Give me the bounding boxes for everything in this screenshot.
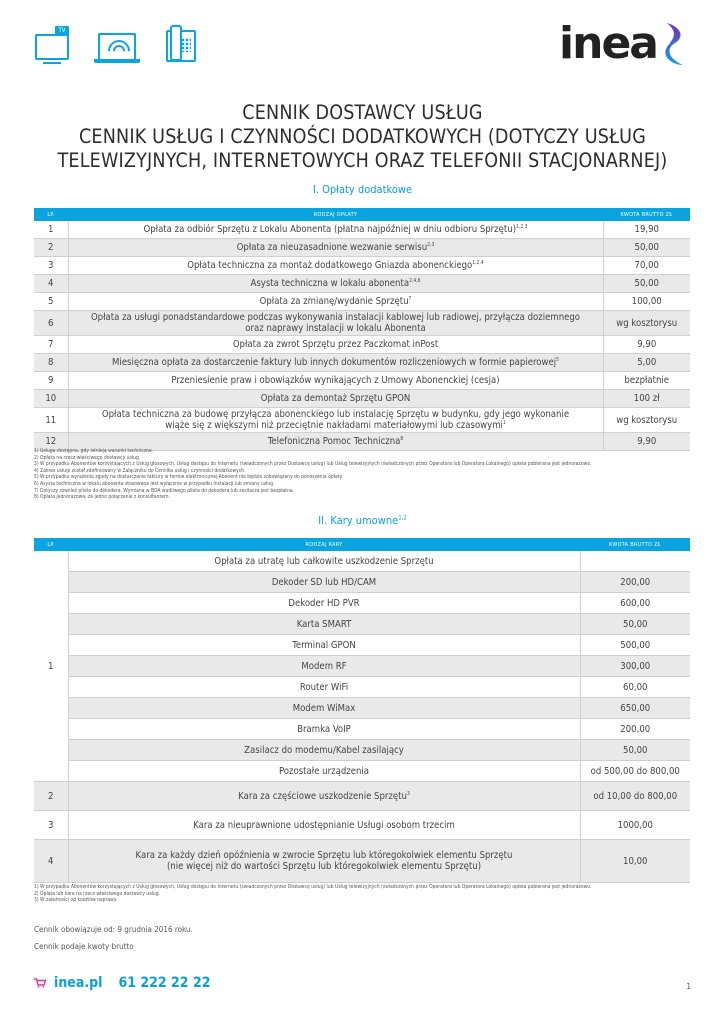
title-line-1: CENNIK DOSTAWCY USŁUG	[242, 101, 483, 124]
tv-badge: TV	[55, 26, 69, 35]
row-fee-name	[68, 372, 603, 390]
table-row	[34, 719, 690, 740]
row-lp: 2	[34, 782, 68, 811]
group-title: Opłata za utratę lub całkowite uszkodzenie Sprzętu	[68, 551, 580, 572]
row-price: od 10,00 do 800,00	[580, 782, 690, 811]
section1-title: I. Opłaty dodatkowe	[312, 183, 413, 196]
row-fee-text: Opłata za demontaż Sprzętu GPON	[260, 393, 411, 404]
row-fee-name	[68, 257, 603, 275]
row-fee-text-2: wiąże się z większymi niż przeciętnie nakładami materiałowymi lub czasowymi	[165, 420, 503, 431]
inea-logo	[559, 20, 689, 68]
group-header-row	[34, 551, 690, 572]
row-fee-text: Miesięczna opłata za dostarczenie faktury lub innych dokumentów rozliczeniowych w formie papierowej	[111, 357, 557, 368]
row-fee-text: Opłata za usługi ponadstandardowe podczas wykonywania instalacji kablowej lub radiowej, przyłącza doziemnego	[90, 312, 581, 323]
section2-footnotes	[34, 884, 591, 904]
row-fee-text: Opłata za zmianę/wydanie Sprzętu	[259, 296, 409, 307]
row-price: 100 zł	[603, 390, 690, 408]
table-row	[34, 372, 690, 390]
row-price: 19,90	[603, 221, 690, 239]
phone-number[interactable]: 61 222 22 22	[118, 975, 211, 991]
equipment-name: Modem RF	[68, 656, 580, 677]
table-row	[34, 593, 690, 614]
table-row	[34, 782, 690, 811]
equipment-name: Router WiFi	[68, 677, 580, 698]
row-fee-name	[68, 221, 603, 239]
title-line-2: CENNIK USŁUG I CZYNNOŚCI DODATKOWYCH (DOTYCZY USŁUG	[78, 125, 647, 148]
equipment-price: 200,00	[580, 572, 690, 593]
footnote-ref: 2,3	[427, 241, 435, 248]
row-fee-name	[68, 275, 603, 293]
row-fee-text: Przeniesienie praw i obowiązków wynikających z Umowy Abonenckiej (cesja)	[171, 375, 500, 386]
table-row	[34, 336, 690, 354]
header-price: KWOTA BRUTTO ZŁ	[580, 538, 690, 551]
footnote-ref: 1,2,4	[472, 259, 484, 266]
footnote-ref: 3	[406, 790, 410, 797]
footnote: 4) Zakres usługi został zdefiniowany w Załączniku do Cennika usług i czynności dodatkowych.	[34, 467, 246, 474]
row-lp: 2	[34, 239, 68, 257]
row-penalty-name	[68, 782, 580, 811]
row-lp: 8	[34, 354, 68, 372]
row-price: bezpłatnie	[603, 372, 690, 390]
footnote: 1) W przypadku Abonentów korzystających z Usług głosowych, Usług dostępu do Internetu (świadczonych przez Dostawcę usług) lub Usług telewizyjnych (świadczonych przez Operatora lub Operatora Lokalnego) opłata pobierana jest jednorazowo.	[34, 884, 592, 890]
title-line-3: TELEWIZYJNYCH, INTERNETOWYCH ORAZ TELEFONII STACJONARNEJ)	[57, 149, 668, 172]
row-fee-text: Opłata za nieuzasadnione wezwanie serwisu	[236, 242, 428, 253]
table-row	[34, 656, 690, 677]
row-fee-name	[68, 293, 603, 311]
footnote-ref: 1	[502, 419, 506, 426]
footnote-ref: 2,4,6	[409, 277, 421, 284]
row-fee-name	[68, 239, 603, 257]
group-price	[580, 551, 690, 572]
equipment-name: Bramka VoIP	[68, 719, 580, 740]
footnote: 3) W zależności od kosztów naprawy.	[34, 897, 118, 904]
header-lp: LP.	[34, 208, 68, 221]
row-fee-text: Opłata techniczna za montaż dodatkowego Gniazda abonenckiego	[187, 260, 473, 271]
row-price: 9,90	[603, 433, 690, 451]
row-price: wg kosztorysu	[603, 408, 690, 433]
table-row	[34, 221, 690, 239]
table-row	[34, 811, 690, 840]
table-row	[34, 698, 690, 719]
logo-mark-icon	[659, 21, 689, 67]
table-row	[34, 635, 690, 656]
footnote: 1) Usługa dostępna, gdy istnieją warunki techniczne.	[34, 448, 154, 454]
row-fee-text: Opłata za odbiór Sprzętu z Lokalu Abonenta (płatna najpóźniej w dniu odbioru Sprzętu)	[143, 224, 517, 235]
footnote: 2) Opłata lub kara na rzecz właściwego dostawcy usług.	[34, 890, 160, 897]
row-penalty-text: Kara za każdy dzień opóźnienia w zwrocie Sprzętu lub któregokolwiek elementu Sprzętu	[135, 850, 513, 861]
row-fee-text: Opłata za zwrot Sprzętu przez Paczkomat inPost	[232, 339, 439, 350]
row-fee-name	[68, 336, 603, 354]
document-title	[0, 101, 725, 173]
row-price: 70,00	[603, 257, 690, 275]
equipment-price: 50,00	[580, 740, 690, 761]
page-number: 1	[686, 982, 691, 991]
row-price: 10,00	[580, 840, 690, 883]
table-row	[34, 614, 690, 635]
row-fee-text: Telefoniczna Pomoc Techniczna	[267, 436, 401, 447]
effective-date: Cennik obowiązuje od: 9 grudnia 2016 roku.	[34, 925, 193, 934]
table-row	[34, 740, 690, 761]
row-penalty-name	[68, 811, 580, 840]
row-lp: 11	[34, 408, 68, 433]
table-row	[34, 275, 690, 293]
header-lp: LP.	[34, 538, 68, 551]
row-fee-name	[68, 408, 603, 433]
row-fee-text: Opłata techniczna za budowę przyłącza abonenckiego lub instalację Sprzętu w budynku, gdy jego wykonanie	[101, 409, 570, 420]
equipment-name: Modem WiMax	[68, 698, 580, 719]
table-row	[34, 257, 690, 275]
row-lp: 3	[34, 811, 68, 840]
table-header-row	[34, 208, 690, 221]
table-row	[34, 761, 690, 782]
equipment-name: Zasilacz do modemu/Kabel zasilający	[68, 740, 580, 761]
row-fee-name	[68, 390, 603, 408]
footnote: 2) Opłata na rzecz właściwego dostawcy usług.	[34, 454, 141, 461]
header-price: KWOTA BRUTTO ZŁ	[603, 208, 690, 221]
row-fee-text-2: oraz naprawy instalacji w lokalu Abonenta	[245, 323, 426, 334]
row-lp: 6	[34, 311, 68, 336]
laptop-wifi-icon	[98, 33, 136, 59]
equipment-price: 500,00	[580, 635, 690, 656]
table-row	[34, 390, 690, 408]
equipment-name: Pozostałe urządzenia	[68, 761, 580, 782]
equipment-price: 60,00	[580, 677, 690, 698]
footnote: 6) Asysta techniczna w lokalu abonenta stosowana jest wyłącznie w przypadku instalacji lub zmiany usług.	[34, 480, 275, 487]
website-link[interactable]: inea.pl	[54, 975, 103, 991]
row-lp: 1	[34, 221, 68, 239]
footnote: 3) W przypadku Abonentów korzystających z Usług głosowych, Usług dostępu do Internetu (świadczonych przez Dostawcę usług) lub Usług telewizyjnych (świadczonych przez Operatora lub Operatora Lokalnego) opłata pobierana jest jednorazowo.	[34, 461, 592, 468]
section2-title	[0, 514, 725, 527]
header-penalty-type: RODZAJ KARY	[68, 538, 580, 551]
footnote-ref: 5	[556, 356, 560, 363]
row-penalty-text-2: (nie więcej niż do wartości Sprzętu lub któregokolwiek elementu Sprzętu)	[166, 861, 482, 872]
row-price: wg kosztorysu	[603, 311, 690, 336]
row-lp: 4	[34, 840, 68, 883]
table-row	[34, 239, 690, 257]
row-price: 50,00	[603, 239, 690, 257]
tv-icon	[35, 27, 69, 60]
footnote: 7) Dotyczy również pilota do dekodera. Wymiana w BOA wadliwego pilota do dekodera lub zasilacza jest bezpłatna.	[34, 487, 295, 494]
table-row	[34, 677, 690, 698]
footnote: 5) W przypadku wyrażenia zgody na dostarczanie faktury w formie elektronicznej Abonent nie będzie zobowiązany do ponoszenia opłaty.	[34, 474, 343, 481]
section2-title-sup: 1,2	[398, 514, 407, 522]
table-row	[34, 572, 690, 593]
row-price: 5,00	[603, 354, 690, 372]
row-lp: 12	[34, 433, 68, 451]
footnote-ref: 8	[400, 435, 404, 442]
row-lp: 4	[34, 275, 68, 293]
table-row	[34, 840, 690, 883]
table-header-row	[34, 538, 690, 551]
equipment-price: 650,00	[580, 698, 690, 719]
equipment-name: Dekoder SD lub HD/CAM	[68, 572, 580, 593]
row-fee-name	[68, 311, 603, 336]
row-lp: 10	[34, 390, 68, 408]
penalties-table	[34, 538, 690, 883]
row-fee-text: Asysta techniczna w lokalu abonenta	[250, 278, 410, 289]
equipment-price: od 500,00 do 800,00	[580, 761, 690, 782]
group-lp: 1	[34, 551, 68, 782]
row-lp: 5	[34, 293, 68, 311]
row-price: 1000,00	[580, 811, 690, 840]
row-price: 9,90	[603, 336, 690, 354]
landline-phone-icon	[166, 30, 196, 62]
equipment-name: Dekoder HD PVR	[68, 593, 580, 614]
row-penalty-name	[68, 840, 580, 883]
additional-fees-table	[34, 208, 690, 451]
row-fee-name	[68, 354, 603, 372]
footnote: 8) Opłata jednorazowa, za jedno połączenie z konsultantem.	[34, 494, 170, 501]
gross-note: Cennik podaje kwoty brutto	[34, 942, 134, 951]
header-fee-type: RODZAJ OPŁATY	[68, 208, 603, 221]
section1-footnotes	[34, 448, 591, 501]
logo-text: inea	[559, 18, 657, 69]
cart-icon	[34, 978, 46, 988]
footnote-ref: 1,2,3	[516, 223, 528, 230]
footnote-ref: 7	[408, 295, 412, 302]
row-lp: 9	[34, 372, 68, 390]
equipment-price: 50,00	[580, 614, 690, 635]
equipment-price: 600,00	[580, 593, 690, 614]
equipment-name: Terminal GPON	[68, 635, 580, 656]
row-price: 100,00	[603, 293, 690, 311]
table-row	[34, 354, 690, 372]
table-row	[34, 408, 690, 433]
equipment-price: 300,00	[580, 656, 690, 677]
row-price: 50,00	[603, 275, 690, 293]
equipment-name: Karta SMART	[68, 614, 580, 635]
row-lp: 3	[34, 257, 68, 275]
equipment-price: 200,00	[580, 719, 690, 740]
section2-title-text: II. Kary umowne	[318, 514, 399, 527]
table-row	[34, 293, 690, 311]
footer-contact	[34, 975, 210, 991]
table-row	[34, 311, 690, 336]
row-penalty-text: Kara za częściowe uszkodzenie Sprzętu	[238, 790, 407, 802]
row-penalty-text: Kara za nieuprawnione udostępnianie Usługi osobom trzecim	[193, 819, 455, 831]
row-lp: 7	[34, 336, 68, 354]
